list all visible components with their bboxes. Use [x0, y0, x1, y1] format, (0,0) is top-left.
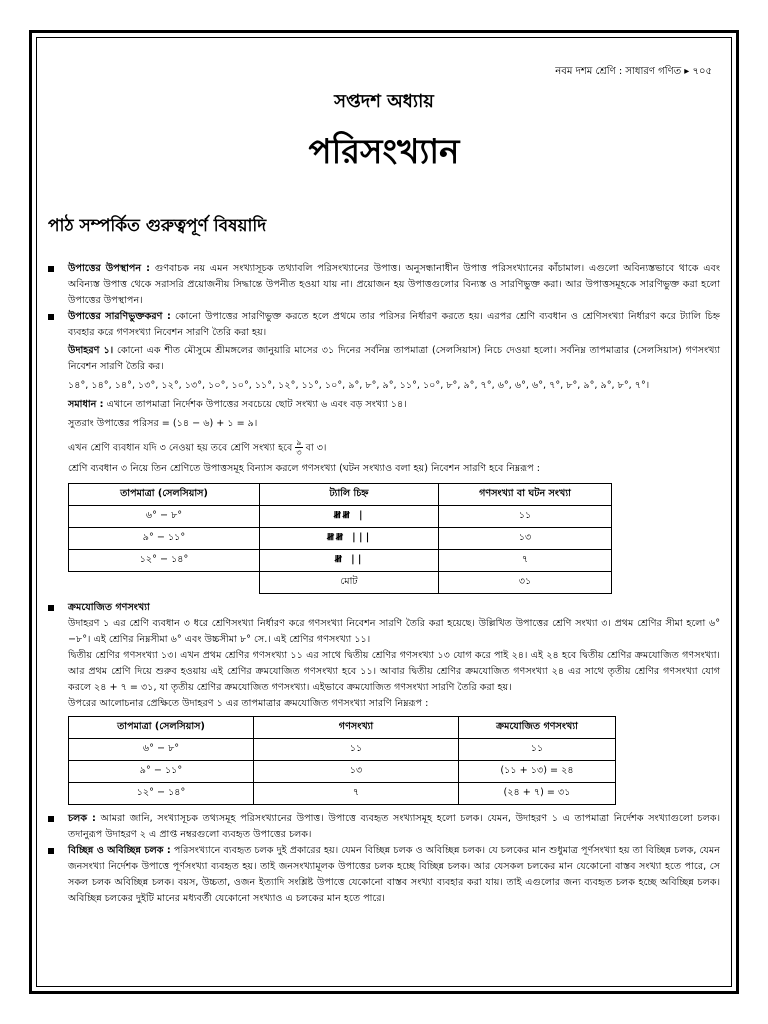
total-label: মোট	[260, 572, 439, 594]
tally-marks: 𝍸 ||	[260, 550, 439, 572]
cumulative-paragraph-1: উদাহরণ ১ এর শ্রেণি ব্যবধান ৩ ধরে শ্রেণিসংখ্যা নির্ধারণ করে গণসংখ্যা নিবেশন সারণি তৈরি করা হয়েছে। উল্লিখিত উপাত্তের শ্রেণি সংখ্যা ৩। প্রথম শ্রেণির সীমা হলো ৬°−৮°। এই শ্রেণির নিম্নসীমা ৬° এবং উচ্চসীমা ৮° সে.। এই শ্রেণির গণসংখ্যা ১১।	[68, 618, 720, 645]
table-header-cell: ক্রমযোজিত গণসংখ্যা	[459, 717, 616, 739]
bullet-tabulation	[48, 309, 720, 477]
table-row	[69, 506, 612, 528]
term-cumulative-frequency: ক্রমযোজিত গণসংখ্যা	[68, 602, 150, 613]
table-cell: ৭	[254, 783, 459, 805]
table-cell: ৬° − ৮°	[69, 739, 254, 761]
table-row	[69, 550, 612, 572]
section-heading: পাঠ সম্পর্কিত গুরুত্বপূর্ণ বিষয়াদি	[48, 216, 267, 236]
table-cell: ৭	[439, 550, 612, 572]
bullet-square-icon	[48, 266, 54, 272]
tally-marks: 𝍸𝍸 |||	[260, 528, 439, 550]
text-tabulation: কোনো উপাত্তের সারণিভুক্ত করতে হলে প্রথমে তার পরিসর নির্ধারণ করতে হয়। এরপর শ্রেণি ব্যবধান ও শ্রেণিসংখ্যা নির্ধারণ করে ট্যালি চিহ্ন ব্যবহার করে গণসংখ্যা নিবেশন সারণি তৈরি করা হয়।	[68, 311, 720, 338]
text-data-presentation: গুণবাচক নয় এমন সংখ্যাসূচক তথ্যাবলি পরিসংখ্যানের উপাত্ত। অনুসন্ধানাধীন উপাত্ত পরিসংখ্যানের কাঁচামাল। এগুলো অবিন্যস্তভাবে থাকে এবং অবিন্যস্ত উপাত্ত থেকে সরাসরি প্রয়োজনীয় সিদ্ধান্তে উপনীত হওয়া যায় না। প্রয়োজন হয় উপাত্তগুলোর বিন্যস্ত ও সারণিভুক্ত করা। আর উপাত্তসমূহকে সারণিভুক্ত করা হলো উপাত্তের উপস্থাপন।	[68, 263, 720, 306]
table-header-cell: গণসংখ্যা বা ঘটন সংখ্যা	[439, 484, 612, 506]
bullet-square-icon	[48, 848, 54, 854]
fraction-denominator: ৩	[296, 448, 302, 457]
term-tabulation: উপাত্তের সারণিভুক্তকরণ :	[68, 311, 171, 322]
solution-label: সমাধান :	[68, 399, 104, 410]
term-discrete-continuous: বিচ্ছিন্ন ও অবিচ্ছিন্ন চলক :	[68, 845, 171, 856]
class-count-line	[68, 438, 720, 457]
bullet-square-icon	[48, 605, 54, 611]
table-cell: ৯° − ১১°	[69, 528, 260, 550]
fraction	[295, 438, 302, 457]
page-content	[48, 64, 720, 907]
table-header-cell: ট্যালি চিহ্ন	[260, 484, 439, 506]
table-cell: (১১ + ১৩) = ২৪	[459, 761, 616, 783]
example-label: উদাহরণ ১।	[68, 345, 114, 356]
range-formula: সুতরাং উপাত্তের পরিসর = (১৪ − ৬) + ১ = ৯।	[68, 418, 258, 429]
bullet-square-icon	[48, 314, 54, 320]
table-intro: শ্রেণি ব্যবধান ৩ নিয়ে তিন শ্রেণিতে উপাত্তসমূহ বিন্যাস করলে গণসংখ্যা (ঘটন সংখ্যাও বলা হয়) নিবেশন সারণি হবে নিম্নরূপ :	[68, 463, 540, 474]
cumulative-paragraph-3: উপরের আলোচনার প্রেক্ষিতে উদাহরণ ১ এর তাপমাত্রার ক্রমযোজিত গণসংখ্যা সারণি নিম্নরূপ :	[68, 698, 429, 709]
table-row	[69, 783, 616, 805]
table-cell: ১১	[459, 739, 616, 761]
bullet-discrete-continuous	[48, 843, 720, 907]
table-total-row	[69, 572, 612, 594]
bullet-cumulative-frequency	[48, 600, 720, 712]
table-cell: ১১	[439, 506, 612, 528]
cumulative-paragraph-2: দ্বিতীয় শ্রেণির গণসংখ্যা ১৩। এখন প্রথম শ্রেণির গণসংখ্যা ১১ এর সাথে দ্বিতীয় শ্রেণির গণসংখ্যা ১৩ যোগ করে পাই ২৪। এই ২৪ হবে দ্বিতীয় শ্রেণির ক্রমযোজিত গণসংখ্যা। আর প্রথম শ্রেণি দিয়ে শুরুব হওয়ায় এই শ্রেণির ক্রমযোজিত গণসংখ্যা হবে ১১। আবার দ্বিতীয় শ্রেণির ক্রমযোজিত গণসংখ্যা ২৪ এর সাথে তৃতীয় শ্রেণির গণসংখ্যা যোগ করলে ২৪ + ৭ = ৩১, যা তৃতীয় শ্রেণির ক্রমযোজিত গণসংখ্যা। এইভাবে ক্রমযোজিত গণসংখ্যা সারণি তৈরি করা হয়।	[68, 650, 720, 693]
fraction-numerator: ৯	[296, 438, 302, 447]
class-count-text: এখন শ্রেণি ব্যবধান যদি ৩ নেওয়া হয় তবে শ্রেণি সংখ্যা হবে	[68, 442, 293, 454]
table-header-cell: গণসংখ্যা	[254, 717, 459, 739]
term-variable: চলক :	[68, 813, 96, 824]
tally-marks: 𝍸𝍸 |	[260, 506, 439, 528]
table-header-cell: তাপমাত্রা (সেলসিয়াস)	[69, 484, 260, 506]
text-discrete-continuous: পরিসংখ্যানে ব্যবহৃত চলক দুই প্রকারের হয়। যেমন বিচ্ছিন্ন চলক ও অবিচ্ছিন্ন চলক। যে চলকের মান শুধুমাত্র পূর্ণসংখ্যা হয় তা বিচ্ছিন্ন চলক, যেমন জনসংখ্যা নির্দেশক উপাত্তে পূর্ণসংখ্যা ব্যবহৃত হয়। তাই জনসংখ্যামূলক উপাত্তের চলক হচ্ছে বিচ্ছিন্ন চলক। আর যেসকল চলকের মান যেকোনো বাস্তব সংখ্যা হতে পারে, সে সকল চলক অবিচ্ছিন্ন চলক। বয়স, উচ্চতা, ওজন ইত্যাদি সংশ্লিষ্ট উপাত্তে যেকোনো বাস্তব সংখ্যা ব্যবহার করা যায়। তাই এগুলোর জন্য ব্যবহৃত চলক হচ্ছে অবিচ্ছিন্ন চলক। অবিচ্ছিন্ন চলকের দুইটি মানের মধ্যবর্তী যেকোনো সংখ্যাও এ চলকের মান হতে পারে।	[68, 845, 720, 904]
table-header-row	[69, 484, 612, 506]
term-data-presentation: উপাত্তের উপস্থাপন :	[68, 263, 150, 274]
table-cell: ১৩	[439, 528, 612, 550]
table-cell: ১১	[254, 739, 459, 761]
table-cell: ১৩	[254, 761, 459, 783]
solution-text: এখানে তাপমাত্রা নির্দেশক উপাত্তের সবচেয়ে ছোট সংখ্যা ৬ এবং বড় সংখ্যা ১৪।	[103, 399, 407, 410]
table-row	[69, 739, 616, 761]
page-title: পরিসংখ্যান	[308, 132, 460, 172]
table-row	[69, 528, 612, 550]
table-cell: (২৪ + ৭) = ৩১	[459, 783, 616, 805]
text-variable: আমরা জানি, সংখ্যাসূচক তথ্যসমূহ পরিসংখ্যানের উপাত্ত। উপাত্তে ব্যবহৃত সংখ্যাসমূহ হলো চলক। যেমন, উদাহরণ ১ এ তাপমাত্রা নির্দেশক সংখ্যাগুলো চলক। তদানুরূপ উদাহরণ ২ এ প্রাপ্ত নম্বরগুলো ব্যবহৃত উপাত্তের চলক।	[68, 813, 720, 840]
class-count-suffix: বা ৩।	[305, 442, 327, 454]
cumulative-frequency-table	[68, 716, 616, 805]
bullet-square-icon	[48, 816, 54, 822]
running-header: নবম দশম শ্রেণি : সাধারণ গণিত ▸ ৭০৫	[555, 66, 712, 77]
table-row	[69, 761, 616, 783]
table-header-cell: তাপমাত্রা (সেলসিয়াস)	[69, 717, 254, 739]
temperature-data: ১৪°, ১৪°, ১৪°, ১৩°, ১২°, ১৩°, ১০°, ১০°, ১১°, ১২°, ১১°, ১০°, ৯°, ৮°, ৯°, ১১°, ১০°, ৮°, ৯°, ৭°, ৬°, ৬°, ৬°, ৭°, ৮°, ৯°, ৯°, ৮°, ৭°।	[68, 380, 650, 391]
bullet-variable	[48, 811, 720, 843]
table-header-row	[69, 717, 616, 739]
table-cell: ৬° − ৮°	[69, 506, 260, 528]
chapter-label: সপ্তদশ অধ্যায়	[334, 91, 434, 112]
table-cell: ১২° − ১৪°	[69, 550, 260, 572]
table-cell: ৯° − ১১°	[69, 761, 254, 783]
frequency-table	[68, 483, 612, 594]
table-cell: ১২° − ১৪°	[69, 783, 254, 805]
bullet-data-presentation	[48, 261, 720, 309]
total-value: ৩১	[439, 572, 612, 594]
example-text: কোনো এক শীত মৌসুমে শ্রীমঙ্গলের জানুয়ারি মাসের ৩১ দিনের সর্বনিম্ন তাপমাত্রা (সেলসিয়াস) নিচে দেওয়া হলো। সর্বনিম্ন তাপমাত্রার (সেলসিয়াস) গণসংখ্যা নিবেশন সারণি তৈরি কর।	[68, 345, 720, 372]
empty-cell	[69, 572, 260, 594]
